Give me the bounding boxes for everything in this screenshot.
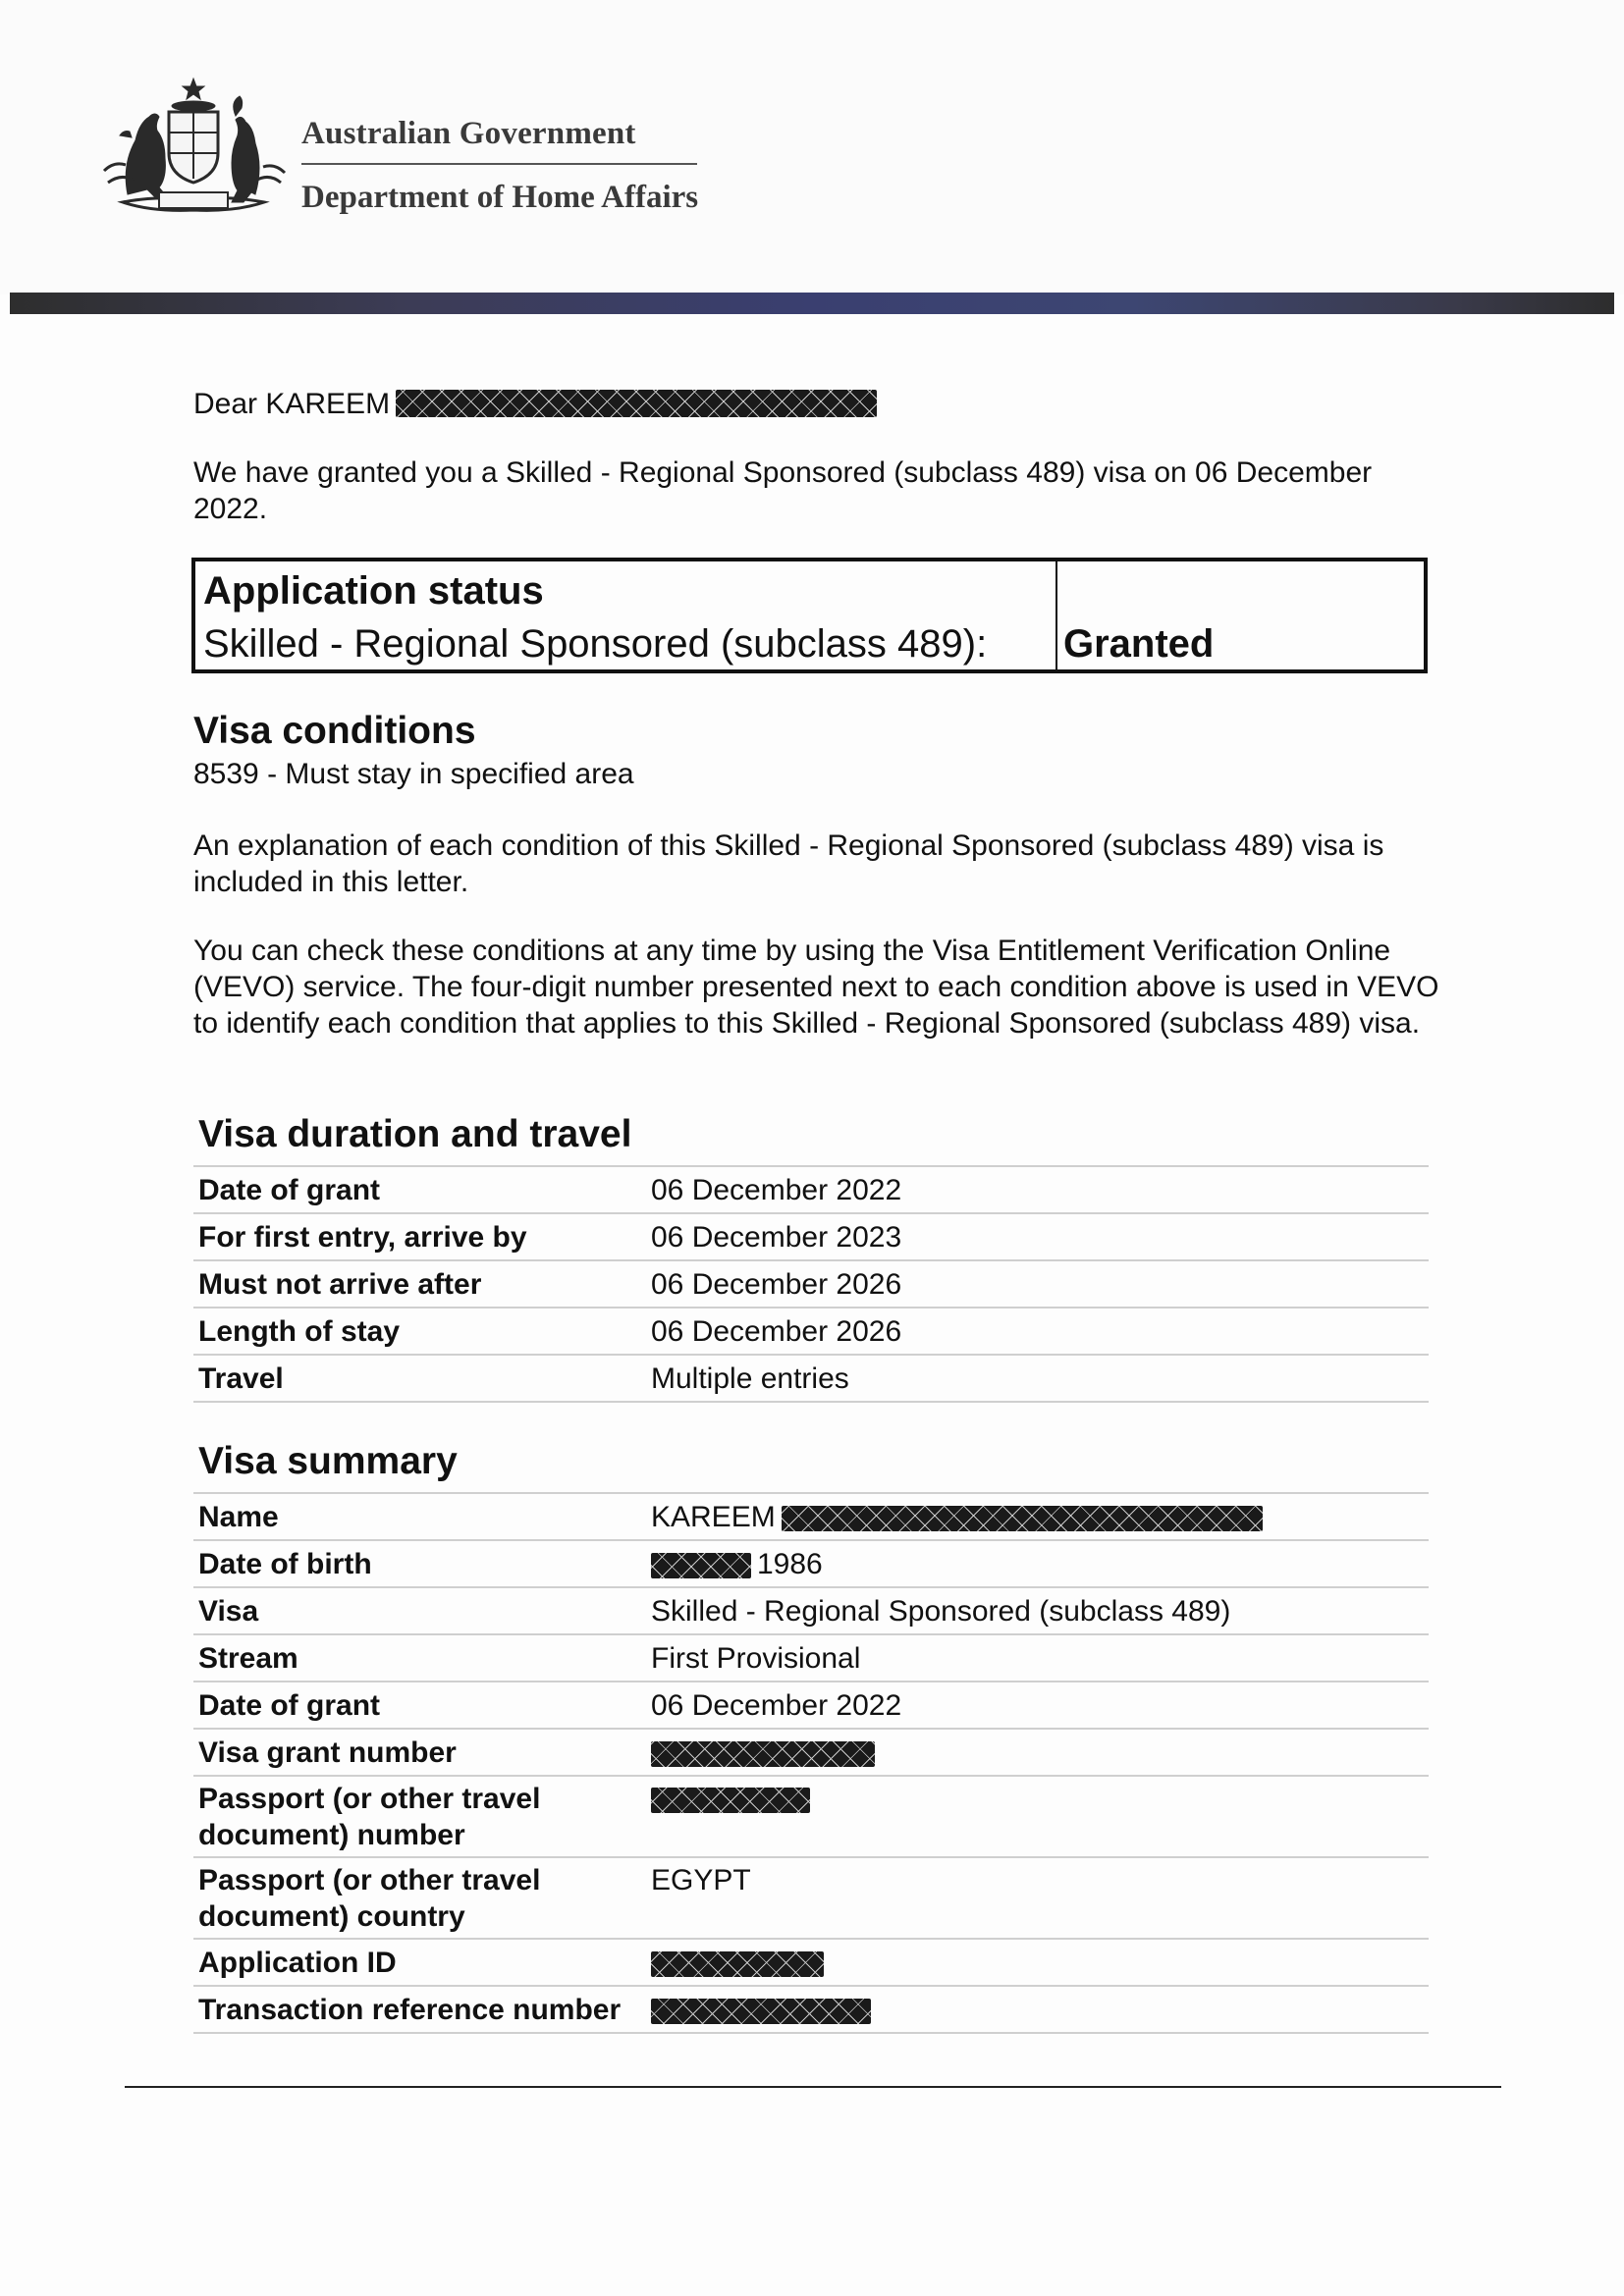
status-title: Application status	[203, 569, 544, 613]
table-row	[193, 1987, 1429, 2034]
table-row	[193, 1214, 1429, 1261]
table-row	[193, 1167, 1429, 1214]
duration-table	[193, 1165, 1429, 1403]
row-value: Multiple entries	[651, 1362, 849, 1395]
row-value: Skilled - Regional Sponsored (subclass 489)	[651, 1594, 1231, 1628]
letterhead	[0, 0, 1624, 294]
application-status-box	[191, 558, 1428, 673]
redaction-block	[651, 1741, 875, 1767]
row-label: Travel	[198, 1362, 284, 1395]
redaction-block	[651, 1788, 810, 1813]
table-row	[193, 1777, 1429, 1858]
row-value	[651, 1992, 1429, 2028]
table-row	[193, 1356, 1429, 1403]
summary-table	[193, 1492, 1429, 2034]
row-value	[651, 1781, 1429, 1817]
coat-of-arms-icon	[98, 77, 290, 219]
salutation	[193, 386, 877, 422]
status-divider	[1056, 561, 1057, 669]
table-row	[193, 1494, 1429, 1541]
grant-paragraph: We have granted you a Skilled - Regional Sponsored (subclass 489) visa on 06 December 2022.	[193, 456, 1373, 525]
name-value: KAREEM	[651, 1500, 776, 1533]
letterhead-divider	[301, 163, 697, 165]
birth-year-value: 1986	[757, 1547, 823, 1580]
row-value	[651, 1945, 1429, 1981]
row-label: Application ID	[198, 1946, 397, 1979]
vevo-paragraph: You can check these conditions at any time by using the Visa Entitlement Verification Online (VEVO) service. The four-digit number presented next to each condition above is used in VEVO to identify each condition that applies to this Skilled - Regional Sponsored (subclass 489) visa.	[193, 934, 1439, 1040]
row-value: 06 December 2022	[651, 1173, 902, 1206]
row-label: Name	[198, 1500, 279, 1533]
row-label: Visa	[198, 1594, 259, 1628]
table-row	[193, 1940, 1429, 1987]
row-value: 06 December 2026	[651, 1314, 902, 1348]
table-row	[193, 1730, 1429, 1777]
row-value	[651, 1735, 1429, 1771]
redaction-block	[651, 1553, 751, 1578]
row-label: Length of stay	[198, 1314, 401, 1348]
row-label: Date of birth	[198, 1547, 372, 1580]
redaction-block	[396, 390, 877, 417]
row-label: Visa grant number	[198, 1735, 457, 1769]
status-visa-name: Skilled - Regional Sponsored (subclass 489):	[203, 622, 988, 666]
row-value: EGYPT	[651, 1864, 751, 1896]
summary-heading: Visa summary	[198, 1440, 458, 1482]
row-label: For first entry, arrive by	[198, 1220, 527, 1254]
table-row	[193, 1858, 1429, 1940]
redaction-block	[651, 1999, 871, 2024]
row-label: Passport (or other travel document) country	[198, 1864, 541, 1933]
duration-heading: Visa duration and travel	[198, 1113, 632, 1155]
department-name: Department of Home Affairs	[301, 180, 699, 215]
row-value	[651, 1546, 1429, 1582]
table-row	[193, 1541, 1429, 1588]
condition-item: 8539 - Must stay in specified area	[193, 758, 634, 790]
row-value: 06 December 2026	[651, 1267, 902, 1301]
row-label: Must not arrive after	[198, 1267, 482, 1301]
table-row	[193, 1308, 1429, 1356]
header-banner	[10, 293, 1614, 314]
table-row	[193, 1588, 1429, 1635]
row-value: First Provisional	[651, 1641, 861, 1675]
conditions-explanation: An explanation of each condition of this Skilled - Regional Sponsored (subclass 489) visa is included in this letter.	[193, 829, 1384, 898]
row-value: 06 December 2023	[651, 1220, 902, 1254]
row-value	[651, 1499, 1429, 1535]
row-label: Transaction reference number	[198, 1993, 622, 2026]
row-label: Passport (or other travel document) number	[198, 1783, 541, 1851]
table-row	[193, 1635, 1429, 1682]
conditions-heading: Visa conditions	[193, 710, 476, 752]
table-row	[193, 1261, 1429, 1308]
redaction-block	[782, 1506, 1263, 1531]
salutation-text: Dear KAREEM	[193, 388, 391, 420]
status-value: Granted	[1063, 622, 1215, 666]
row-value: 06 December 2022	[651, 1688, 902, 1722]
row-label: Stream	[198, 1641, 298, 1675]
table-row	[193, 1682, 1429, 1730]
footer-divider	[125, 2086, 1501, 2088]
government-name: Australian Government	[301, 116, 636, 151]
row-label: Date of grant	[198, 1688, 381, 1722]
row-label: Date of grant	[198, 1173, 381, 1206]
redaction-block	[651, 1951, 824, 1977]
